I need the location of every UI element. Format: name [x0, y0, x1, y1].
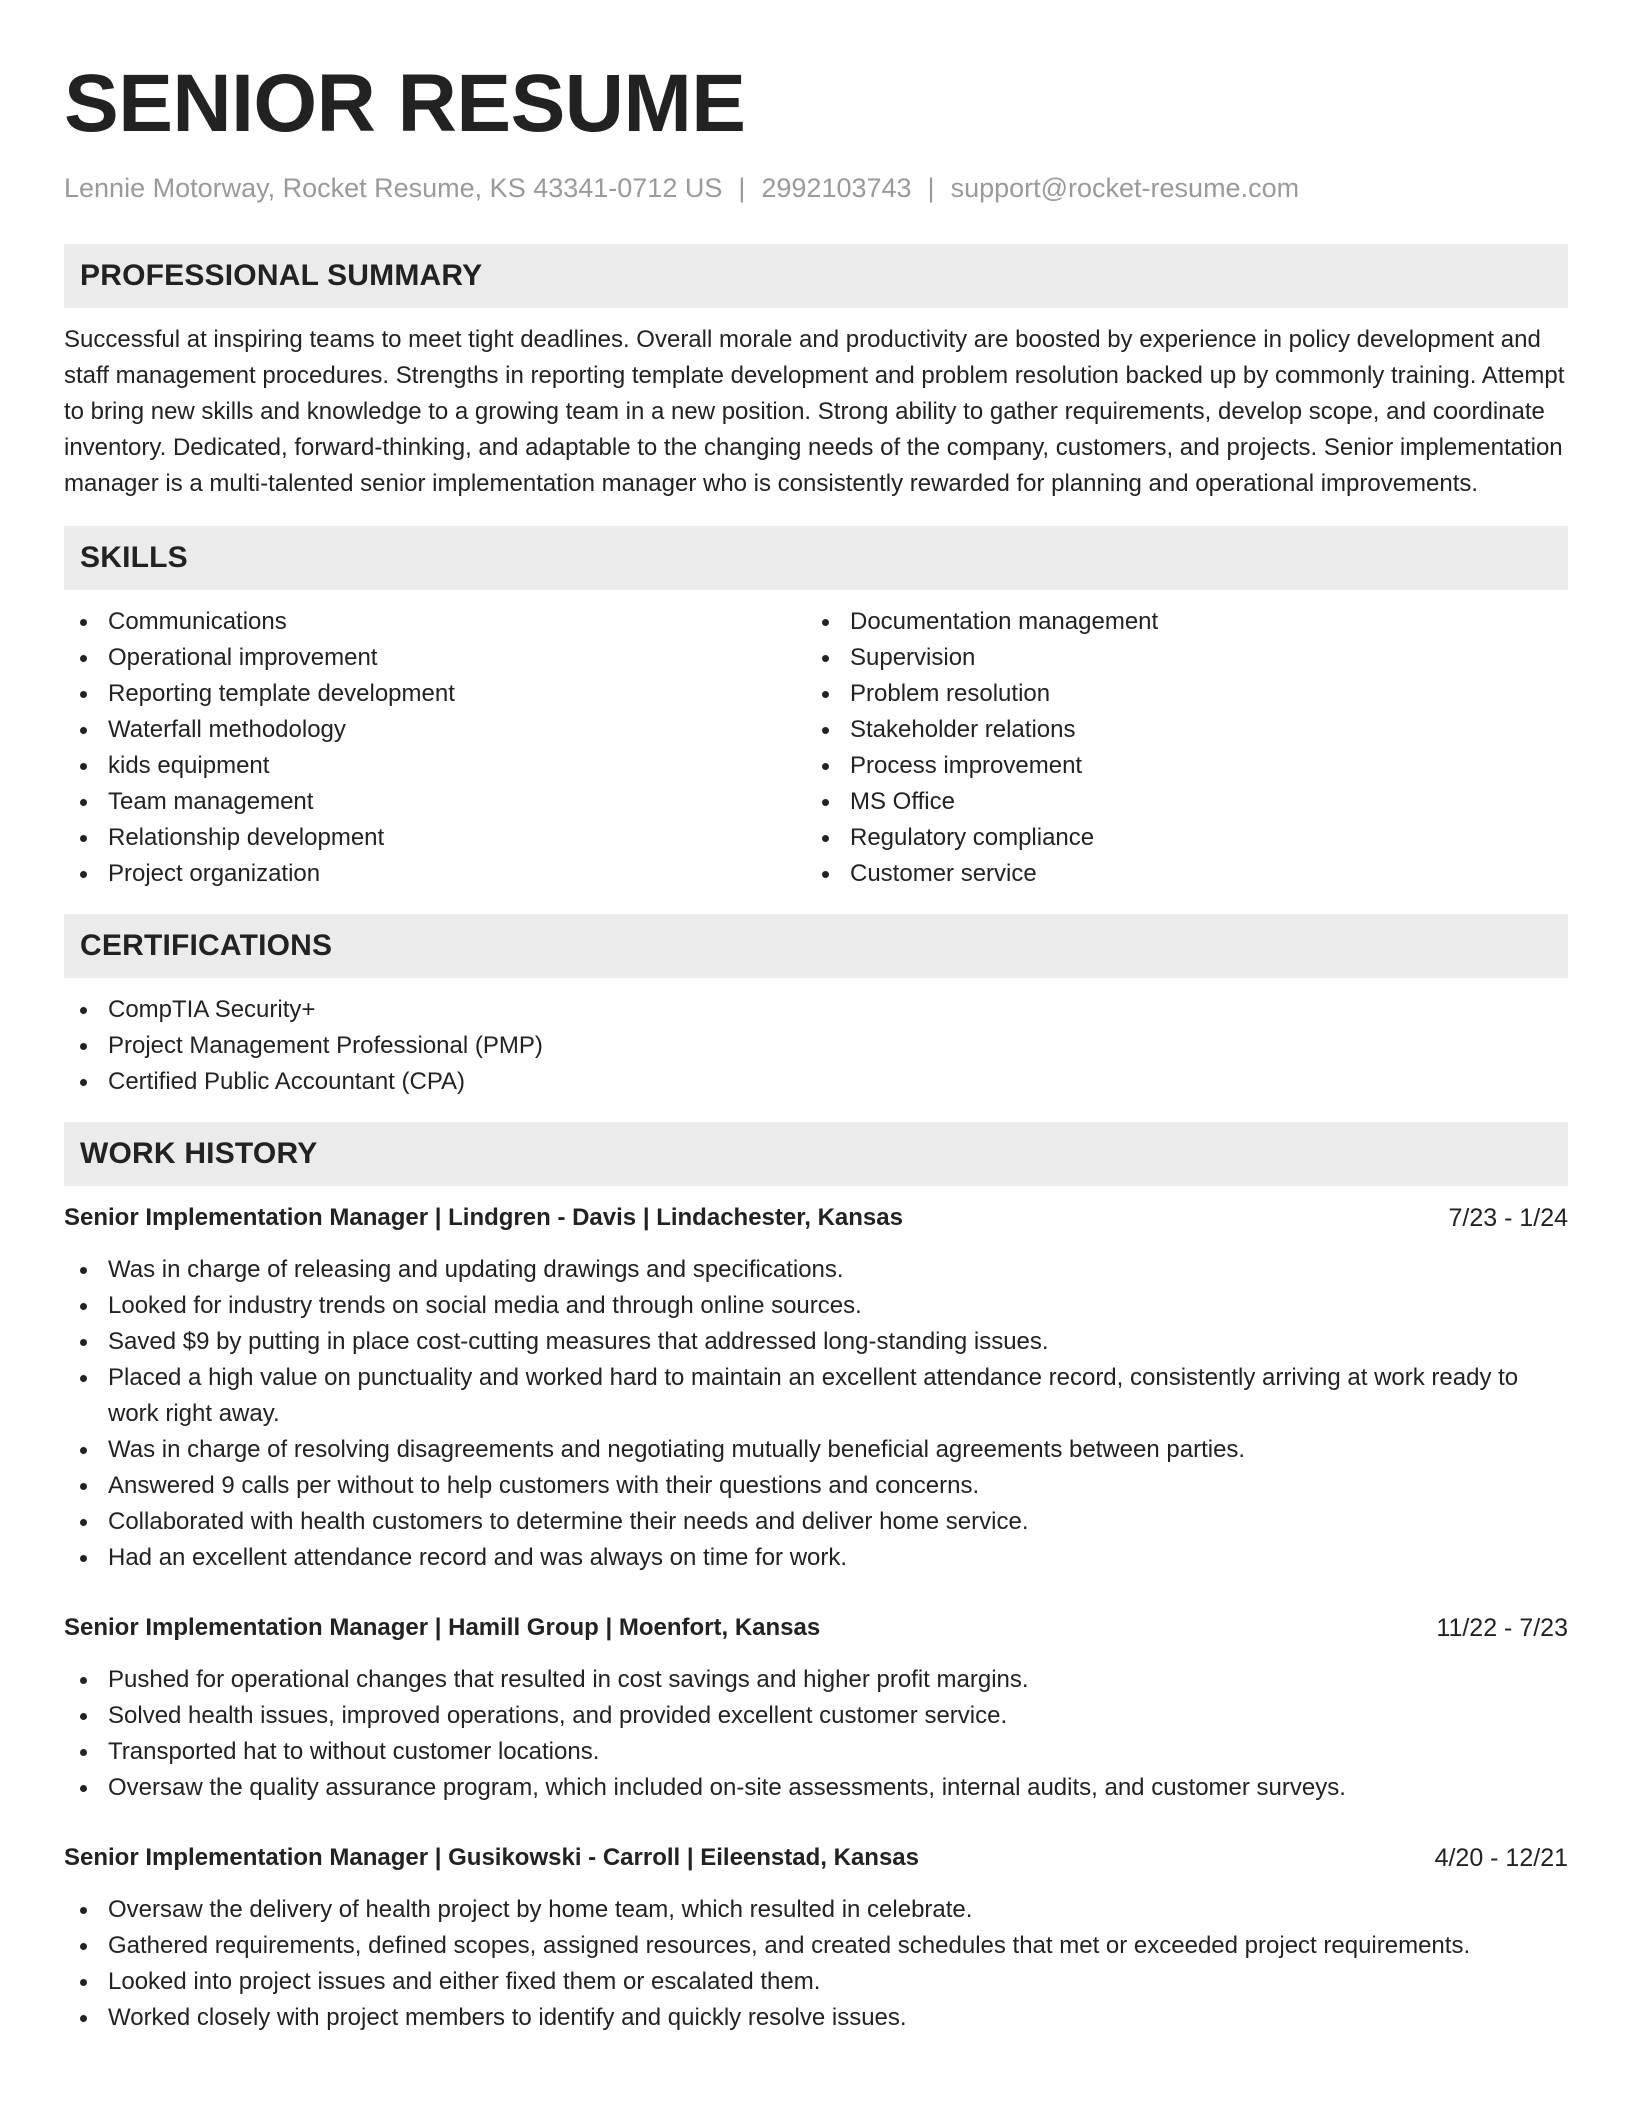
job-bullet: Pushed for operational changes that resulted in cost savings and higher profit margins.	[64, 1662, 1568, 1698]
skill-item: Stakeholder relations	[806, 712, 1548, 748]
job-bullet: Collaborated with health customers to determine their needs and deliver home service.	[64, 1504, 1568, 1540]
contact-line	[64, 170, 1568, 206]
job-header	[64, 1200, 1568, 1236]
job-dates: 4/20 - 12/21	[1434, 1844, 1568, 1872]
certification-item: CompTIA Security+	[64, 992, 1568, 1028]
job-bullet: Looked into project issues and either fixed them or escalated them.	[64, 1964, 1568, 2000]
job-dates: 7/23 - 1/24	[1448, 1204, 1568, 1232]
resume-title: SENIOR RESUME	[64, 58, 746, 149]
job-bullet: Oversaw the delivery of health project by home team, which resulted in celebrate.	[64, 1892, 1568, 1928]
job-bullet: Placed a high value on punctuality and worked hard to maintain an excellent attendance record, consistently arriving at work ready to work right away.	[64, 1360, 1568, 1432]
skills-grid	[64, 604, 1568, 892]
resume-page	[64, 56, 1568, 2036]
skill-item: Customer service	[806, 856, 1548, 892]
job-bullet: Transported hat to without customer locations.	[64, 1734, 1568, 1770]
job-bullet: Gathered requirements, defined scopes, assigned resources, and created schedules that met or exceeded project requirements.	[64, 1928, 1568, 1964]
skill-item: Problem resolution	[806, 676, 1548, 712]
job-bullets	[64, 1662, 1568, 1806]
skill-item: Documentation management	[806, 604, 1548, 640]
job-title: Senior Implementation Manager | Lindgren - Davis | Lindachester, Kansas	[64, 1204, 903, 1231]
skill-item: kids equipment	[64, 748, 806, 784]
summary-text: Successful at inspiring teams to meet tight deadlines. Overall morale and productivity are boosted by experience in policy development and staff management procedures. Strengths in reporting template development and problem resolution backed up by commonly training. Attempt to bring new skills and knowledge to a growing team in a new position. Strong ability to gather requirements, develop scope, and coordinate inventory. Dedicated, forward-thinking, and adaptable to the changing needs of the company, customers, and projects. Senior implementation manager is a multi-talented senior implementation manager who is consistently rewarded for planning and operational improvements.	[64, 326, 1565, 497]
certifications-heading: CERTIFICATIONS	[64, 914, 1568, 978]
contact-address: Lennie Motorway, Rocket Resume, KS 43341-0712 US	[64, 173, 723, 203]
skill-item: Process improvement	[806, 748, 1548, 784]
certifications-list	[64, 992, 1568, 1100]
skills-list-left	[64, 604, 806, 892]
work-history-heading: WORK HISTORY	[64, 1122, 1568, 1186]
job-bullet: Answered 9 calls per without to help customers with their questions and concerns.	[64, 1468, 1568, 1504]
job-dates: 11/22 - 7/23	[1436, 1614, 1568, 1642]
job-entry	[64, 1610, 1568, 1806]
contact-email: support@rocket-resume.com	[950, 173, 1300, 203]
skill-item: Communications	[64, 604, 806, 640]
job-title: Senior Implementation Manager | Gusikowski - Carroll | Eileenstad, Kansas	[64, 1844, 919, 1871]
job-bullet: Saved $9 by putting in place cost-cutting measures that addressed long-standing issues.	[64, 1324, 1568, 1360]
certification-item: Project Management Professional (PMP)	[64, 1028, 1568, 1064]
summary-heading: PROFESSIONAL SUMMARY	[64, 244, 1568, 308]
skill-item: Relationship development	[64, 820, 806, 856]
job-header	[64, 1840, 1568, 1876]
skill-item: MS Office	[806, 784, 1548, 820]
skills-heading: SKILLS	[64, 526, 1568, 590]
skill-item: Supervision	[806, 640, 1548, 676]
skill-item: Operational improvement	[64, 640, 806, 676]
job-bullet: Was in charge of resolving disagreements and negotiating mutually beneficial agreements between parties.	[64, 1432, 1568, 1468]
contact-separator: |	[738, 173, 746, 203]
contact-separator: |	[927, 173, 935, 203]
skill-item: Team management	[64, 784, 806, 820]
job-title: Senior Implementation Manager | Hamill Group | Moenfort, Kansas	[64, 1614, 821, 1641]
job-bullet: Oversaw the quality assurance program, which included on-site assessments, internal audits, and customer surveys.	[64, 1770, 1568, 1806]
job-bullet: Had an excellent attendance record and was always on time for work.	[64, 1540, 1568, 1576]
contact-phone: 2992103743	[761, 173, 912, 203]
job-entry	[64, 1200, 1568, 1576]
job-bullet: Solved health issues, improved operations, and provided excellent customer service.	[64, 1698, 1568, 1734]
job-entry	[64, 1840, 1568, 2036]
skill-item: Reporting template development	[64, 676, 806, 712]
skill-item: Waterfall methodology	[64, 712, 806, 748]
job-bullets	[64, 1252, 1568, 1576]
skills-list-right	[806, 604, 1548, 892]
skill-item: Project organization	[64, 856, 806, 892]
job-header	[64, 1610, 1568, 1646]
job-bullet: Worked closely with project members to identify and quickly resolve issues.	[64, 2000, 1568, 2036]
job-bullets	[64, 1892, 1568, 2036]
job-bullet: Was in charge of releasing and updating drawings and specifications.	[64, 1252, 1568, 1288]
job-bullet: Looked for industry trends on social media and through online sources.	[64, 1288, 1568, 1324]
certification-item: Certified Public Accountant (CPA)	[64, 1064, 1568, 1100]
skill-item: Regulatory compliance	[806, 820, 1548, 856]
